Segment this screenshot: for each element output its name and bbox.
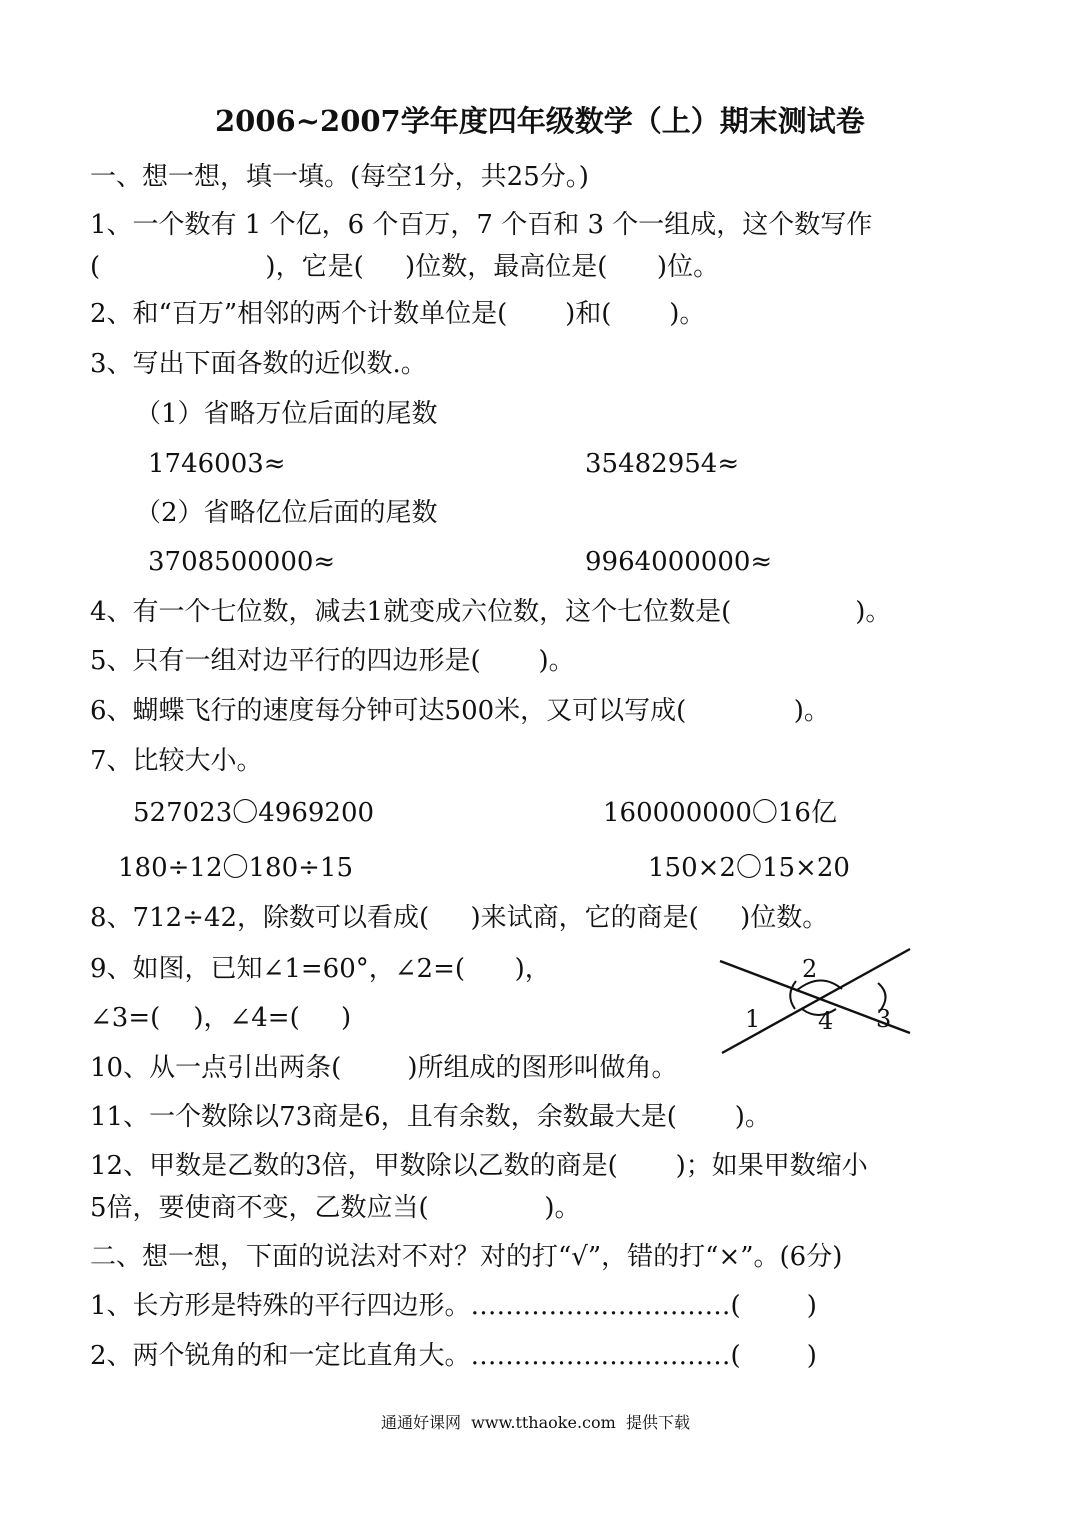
question-7-b: 160000000〇16亿: [603, 798, 837, 828]
question-12-line2: 5倍，要使商不变，乙数应当( )。: [90, 1193, 581, 1223]
question-11: 11、一个数除以73商是6，且有余数，余数最大是( )。: [90, 1102, 771, 1132]
footer-source: 通通好课网 www.tthaoke.com 提供下载: [381, 1413, 690, 1432]
question-10: 10、从一点引出两条( )所组成的图形叫做角。: [90, 1053, 678, 1083]
question-3-sub1: （1）省略万位后面的尾数: [135, 399, 438, 429]
question-3-sub2-a: 3708500000≈: [148, 547, 336, 577]
angle-label-1: 1: [745, 1005, 761, 1033]
question-9-line2: ∠3=( )，∠4=( ): [90, 1003, 352, 1033]
question-9-line1: 9、如图，已知∠1=60°，∠2=( )，: [90, 954, 551, 984]
page-title: 2006~2007学年度四年级数学（上）期末测试卷: [215, 104, 865, 138]
question-6: 6、蝴蝶飞行的速度每分钟可达500米，又可以写成( )。: [90, 696, 830, 726]
question-3-sub2-b: 9964000000≈: [585, 547, 773, 577]
angle-1-arc: [790, 981, 796, 1009]
angle-diagram: [700, 945, 930, 1060]
section2-heading: 二、想一想，下面的说法对不对？对的打“√”，错的打“×”。(6分): [90, 1242, 843, 1272]
question-7-d: 150×2〇15×20: [648, 853, 850, 883]
question-8: 8、712÷42，除数可以看成( )来试商，它的商是( )位数。: [90, 903, 829, 933]
question-7: 7、比较大小。: [90, 746, 263, 776]
question-1-line2: ( )，它是( )位数，最高位是( )位。: [90, 252, 720, 282]
question-1-line1: 1、一个数有 1 个亿，6 个百万，7 个百和 3 个一组成，这个数写作: [90, 210, 873, 240]
angle-label-3: 3: [876, 1005, 892, 1033]
angle-label-2: 2: [802, 955, 818, 983]
angle-label-4: 4: [818, 1007, 834, 1035]
section1-heading: 一、想一想，填一填。(每空1分，共25分。): [90, 162, 589, 192]
question-7-a: 527023〇4969200: [133, 798, 375, 828]
statement-1: 1、长方形是特殊的平行四边形。…………………………( ): [90, 1291, 817, 1321]
statement-2: 2、两个锐角的和一定比直角大。…………………………( ): [90, 1341, 817, 1371]
question-3-sub2: （2）省略亿位后面的尾数: [135, 498, 438, 528]
question-3: 3、写出下面各数的近似数.。: [90, 349, 427, 379]
question-12-line1: 12、甲数是乙数的3倍，甲数除以乙数的商是( )；如果甲数缩小: [90, 1151, 868, 1181]
question-4: 4、有一个七位数，减去1就变成六位数，这个七位数是( )。: [90, 597, 892, 627]
question-3-sub1-a: 1746003≈: [148, 449, 286, 479]
question-7-c: 180÷12〇180÷15: [118, 853, 353, 883]
question-5: 5、只有一组对边平行的四边形是( )。: [90, 646, 575, 676]
question-2: 2、和“百万”相邻的两个计数单位是( )和( )。: [90, 299, 706, 329]
question-3-sub1-b: 35482954≈: [585, 449, 740, 479]
